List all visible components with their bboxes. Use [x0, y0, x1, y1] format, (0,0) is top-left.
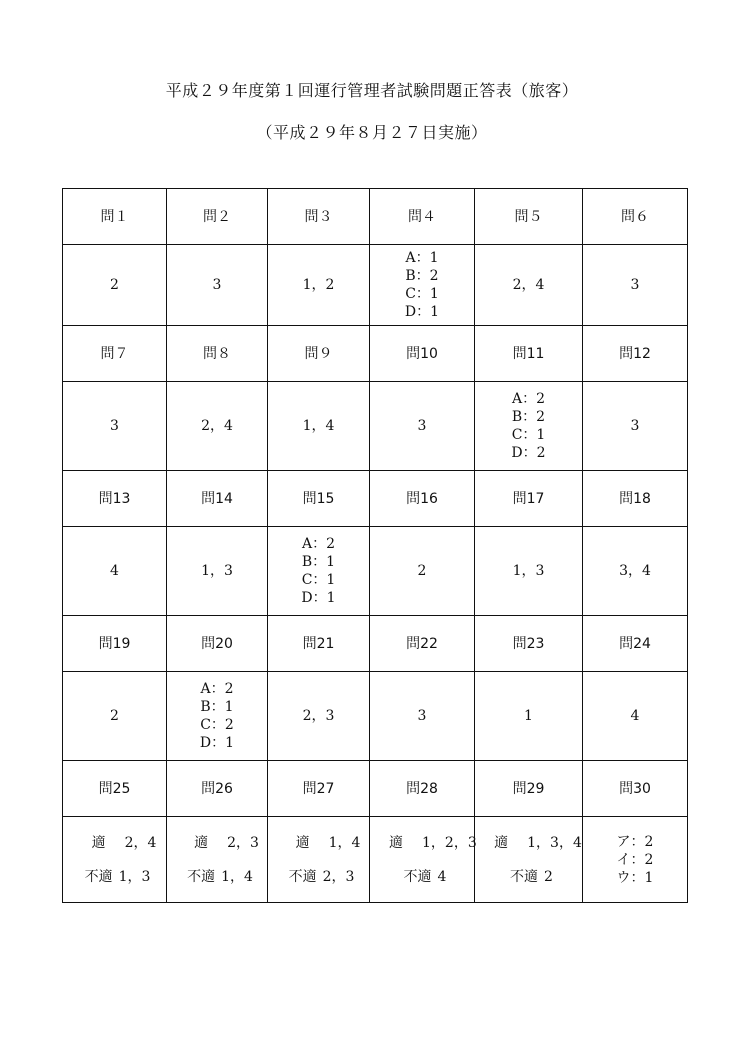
- answer-value: 3: [417, 418, 427, 434]
- answer-cell: [268, 817, 370, 903]
- answer-value: 1，2: [302, 277, 335, 293]
- answer-row: [63, 245, 688, 326]
- answer-value: C：1: [301, 572, 336, 588]
- answer-cell: [370, 527, 475, 616]
- answer-value: 2，3: [302, 708, 335, 724]
- inappropriate-value: 1，3: [118, 868, 151, 885]
- appropriate-line: [167, 834, 267, 852]
- question-number: 問29: [475, 761, 583, 817]
- question-number: 問26: [167, 761, 268, 817]
- answer-value: B：1: [200, 699, 234, 715]
- question-number: 問16: [370, 471, 475, 527]
- question-number: 問30: [583, 761, 688, 817]
- answer-value: イ：2: [616, 851, 654, 868]
- answer-value: D：2: [511, 445, 546, 461]
- question-number: 問14: [167, 471, 268, 527]
- answer-value: D：1: [199, 735, 235, 751]
- appropriate-line: [370, 834, 477, 852]
- appropriate-value: 1，3，4: [527, 834, 582, 851]
- answer-cell: [167, 245, 268, 326]
- question-header-row: [63, 761, 688, 817]
- answer-value: 2，4: [512, 277, 545, 293]
- answer-cell: [475, 817, 583, 903]
- answer-value: 3: [110, 418, 119, 434]
- question-number: 問５: [475, 189, 583, 245]
- answer-cell: [268, 382, 370, 471]
- appropriate-value: 1，4: [328, 834, 361, 851]
- appropriate-line: [268, 834, 369, 852]
- question-number: 問３: [268, 189, 370, 245]
- answer-cell: [475, 672, 583, 761]
- inappropriate-label: 不適: [403, 868, 432, 885]
- question-number: 問17: [475, 471, 583, 527]
- inappropriate-value: 4: [437, 868, 447, 885]
- answer-cell: [475, 245, 583, 326]
- question-number: 問８: [167, 326, 268, 382]
- question-number: 問28: [370, 761, 475, 817]
- answer-cell: [63, 672, 167, 761]
- question-number: 問27: [268, 761, 370, 817]
- answer-value: 2: [417, 563, 427, 579]
- question-number: 問23: [475, 616, 583, 672]
- answer-cell: [63, 245, 167, 326]
- question-header-row: [63, 471, 688, 527]
- inappropriate-line: [63, 868, 166, 886]
- question-number: 問４: [370, 189, 475, 245]
- answer-value: 1: [524, 708, 533, 724]
- answer-cell: [370, 245, 475, 326]
- answer-cell: [268, 527, 370, 616]
- appropriate-value: 1，2，3: [422, 834, 477, 851]
- answer-table: [62, 188, 688, 903]
- answer-cell: [167, 817, 268, 903]
- answer-value: 3: [630, 418, 640, 434]
- answer-cell: [475, 382, 583, 471]
- question-header-row: [63, 189, 688, 245]
- answer-value: 4: [110, 563, 119, 579]
- appropriate-line: [475, 834, 582, 852]
- answer-value: ア：2: [616, 833, 654, 850]
- answer-value: 1，3: [512, 563, 545, 579]
- answer-value: 1，4: [302, 418, 335, 434]
- question-number: 問７: [63, 326, 167, 382]
- answer-value: 1，3: [201, 563, 233, 579]
- appropriate-value: 2，3: [227, 834, 259, 851]
- question-number: 問20: [167, 616, 268, 672]
- answer-cell: [63, 382, 167, 471]
- question-number: 問22: [370, 616, 475, 672]
- answer-cell: [167, 527, 268, 616]
- answer-cell: [63, 527, 167, 616]
- appropriate-label: 適: [389, 834, 403, 851]
- answer-row: [63, 672, 688, 761]
- appropriate-label: 適: [295, 834, 310, 851]
- answer-value: A：2: [200, 681, 234, 697]
- answer-cell: [583, 527, 688, 616]
- document-subtitle: （平成２９年８月２７日実施）: [256, 123, 488, 142]
- answer-value: D：1: [404, 304, 440, 320]
- question-header-row: [63, 616, 688, 672]
- question-number: 問11: [475, 326, 583, 382]
- answer-value: 3，4: [619, 563, 651, 579]
- answer-cell: [583, 245, 688, 326]
- inappropriate-line: [475, 868, 582, 886]
- inappropriate-value: 2，3: [322, 868, 355, 885]
- inappropriate-label: 不適: [510, 868, 539, 885]
- inappropriate-line: [370, 868, 474, 886]
- question-number: 問24: [583, 616, 688, 672]
- inappropriate-value: 2: [544, 868, 553, 885]
- appropriate-label: 適: [91, 834, 106, 851]
- appropriate-label: 適: [194, 834, 209, 851]
- answer-value: 2: [110, 708, 119, 724]
- answer-value: 2: [110, 277, 119, 293]
- answer-value: 4: [630, 708, 640, 724]
- answer-value: 2，4: [201, 418, 233, 434]
- question-number: 問１: [63, 189, 167, 245]
- answer-value: 3: [417, 708, 427, 724]
- document-title: 平成２９年度第１回運行管理者試験問題正答表（旅客）: [165, 81, 579, 100]
- answer-value: ウ：1: [616, 869, 654, 886]
- answer-cell: [370, 672, 475, 761]
- answer-row: [63, 527, 688, 616]
- inappropriate-value: 1，4: [221, 868, 253, 885]
- question-number: 問９: [268, 326, 370, 382]
- answer-value: C：1: [511, 427, 546, 443]
- answer-row: [63, 382, 688, 471]
- answer-value: A：1: [405, 250, 439, 266]
- answer-value: A：2: [511, 391, 546, 407]
- question-number: 問15: [268, 471, 370, 527]
- question-number: 問10: [370, 326, 475, 382]
- appropriate-label: 適: [494, 834, 509, 851]
- answer-cell: [583, 817, 688, 903]
- answer-value: 3: [630, 277, 640, 293]
- answer-value: D：1: [301, 590, 336, 606]
- answer-value: A：2: [301, 536, 336, 552]
- question-number: 問２: [167, 189, 268, 245]
- answer-cell: [370, 817, 475, 903]
- question-number: 問18: [583, 471, 688, 527]
- inappropriate-label: 不適: [84, 868, 113, 885]
- question-header-row: [63, 326, 688, 382]
- answer-value: B：2: [405, 268, 439, 284]
- answer-cell: [370, 382, 475, 471]
- answer-cell: [475, 527, 583, 616]
- answer-cell: [167, 672, 268, 761]
- inappropriate-line: [167, 868, 267, 886]
- inappropriate-line: [268, 868, 369, 886]
- answer-cell: [63, 817, 167, 903]
- inappropriate-label: 不適: [187, 868, 216, 885]
- answer-cell: [583, 382, 688, 471]
- question-number: 問19: [63, 616, 167, 672]
- answer-cell: [167, 382, 268, 471]
- question-number: 問21: [268, 616, 370, 672]
- question-number: 問13: [63, 471, 167, 527]
- question-number: 問６: [583, 189, 688, 245]
- answer-value: 3: [212, 277, 222, 293]
- appropriate-line: [63, 834, 166, 852]
- question-number: 問12: [583, 326, 688, 382]
- inappropriate-label: 不適: [288, 868, 317, 885]
- answer-value: B：1: [301, 554, 336, 570]
- answer-cell: [583, 672, 688, 761]
- answer-value: B：2: [511, 409, 546, 425]
- answer-cell: [268, 245, 370, 326]
- answer-cell: [268, 672, 370, 761]
- question-number: 問25: [63, 761, 167, 817]
- answer-value: C：2: [200, 717, 234, 733]
- appropriate-value: 2，4: [124, 834, 157, 851]
- answer-row: [63, 817, 688, 903]
- answer-value: C：1: [405, 286, 439, 302]
